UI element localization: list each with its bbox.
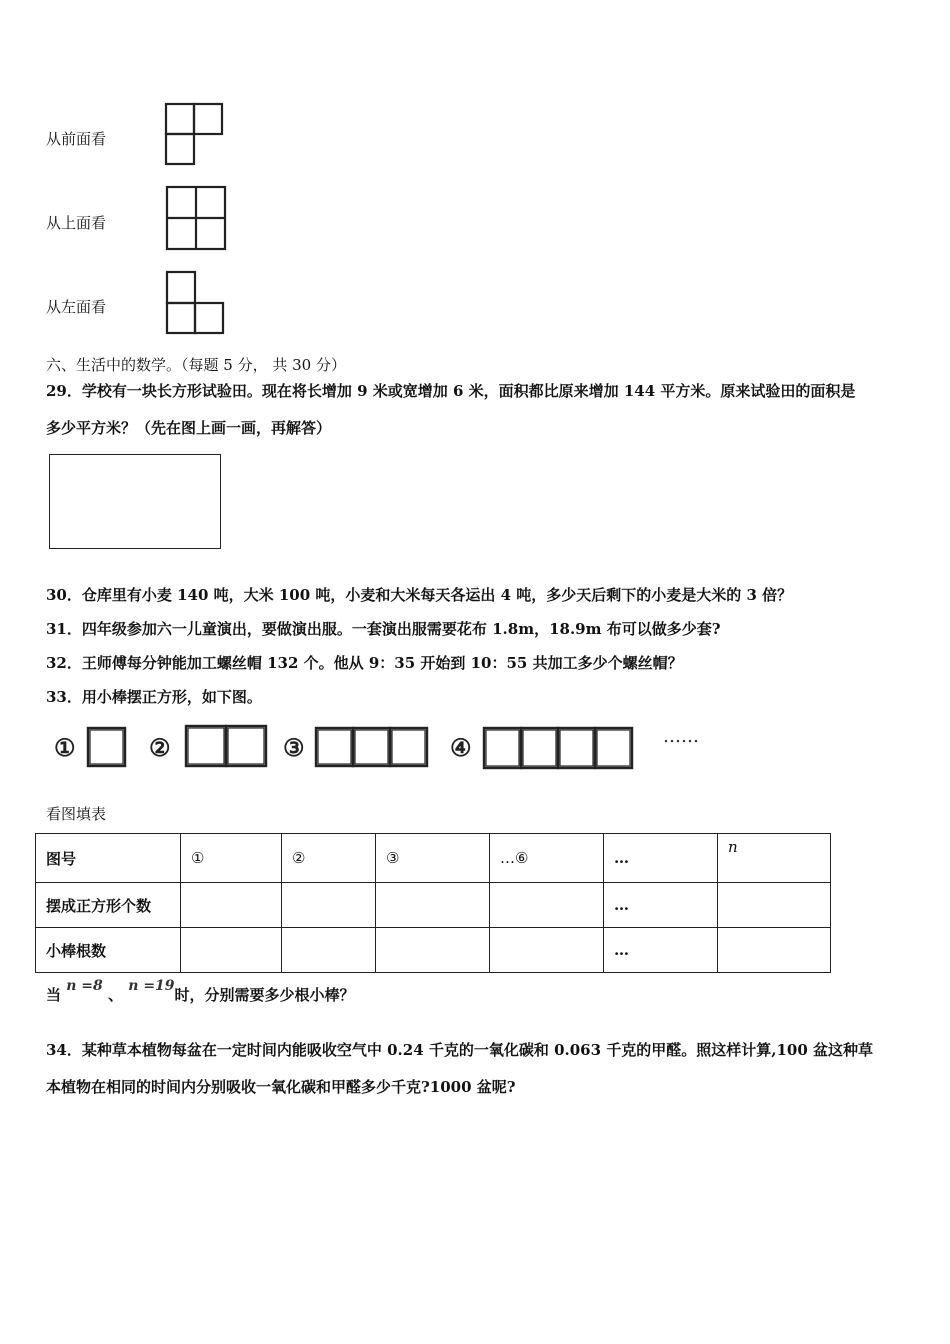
header-cell-ellipsis: … <box>604 834 718 883</box>
sequence-label-2: ② <box>149 733 171 762</box>
stick-square-sequence <box>52 716 732 776</box>
answer-cell[interactable] <box>376 883 490 928</box>
question-31: 31．四年级参加六一儿童演出，要做演出服。一套演出服需要花布 1.8m，18.9m 布可以做多少套? <box>46 620 721 638</box>
answer-cell[interactable] <box>282 928 376 973</box>
condition-n1: n =8 <box>66 978 103 994</box>
view-label-top: 从上面看 <box>46 214 107 232</box>
row-label-stick-count: 小棒根数 <box>36 928 181 973</box>
answer-cell[interactable] <box>490 928 604 973</box>
question-34-line2: 本植物在相同的时间内分别吸收一氧化碳和甲醛多少千克?1000 盆呢? <box>46 1078 516 1096</box>
condition-suffix: 时，分别需要多少根小棒？ <box>174 986 355 1004</box>
table-row <box>36 883 831 928</box>
left-view-figure <box>160 266 232 338</box>
answer-drawing-rectangle <box>49 454 221 549</box>
stick-figure-3 <box>316 728 427 766</box>
row-ellipsis: … <box>604 883 718 928</box>
fill-in-table <box>35 833 831 973</box>
sequence-ellipsis: …… <box>663 726 699 747</box>
question-33-title: 33．用小棒摆正方形，如下图。 <box>46 688 262 706</box>
table-row <box>36 928 831 973</box>
answer-cell[interactable] <box>718 928 831 973</box>
header-cell-1: ① <box>181 834 282 883</box>
header-cell-3: ③ <box>376 834 490 883</box>
row-label-square-count: 摆成正方形个数 <box>36 883 181 928</box>
sequence-label-3: ③ <box>283 733 305 762</box>
question-29-line1: 29．学校有一块长方形试验田。现在将长增加 9 米或宽增加 6 米，面积都比原来增加 144 平方米。原来试验田的面积是 <box>46 382 856 400</box>
answer-cell[interactable] <box>181 883 282 928</box>
header-cell-2: ② <box>282 834 376 883</box>
header-figure-number: 图号 <box>36 834 181 883</box>
answer-cell[interactable] <box>282 883 376 928</box>
answer-cell[interactable] <box>718 883 831 928</box>
view-label-left: 从左面看 <box>46 298 107 316</box>
answer-cell[interactable] <box>490 883 604 928</box>
condition-n2: n =19 <box>128 978 175 994</box>
answer-cell[interactable] <box>376 928 490 973</box>
table-header-row <box>36 834 831 883</box>
view-label-front: 从前面看 <box>46 130 107 148</box>
row-ellipsis: … <box>604 928 718 973</box>
section-header: 六、生活中的数学。（每题 5 分， 共 30 分） <box>46 356 346 374</box>
stick-figure-2 <box>186 726 266 766</box>
sequence-label-1: ① <box>54 733 76 762</box>
stick-figure-4 <box>484 728 632 768</box>
top-view-figure <box>160 182 232 254</box>
stick-figure-1 <box>88 728 125 766</box>
answer-cell[interactable] <box>181 928 282 973</box>
question-32: 32．王师傅每分钟能加工螺丝帽 132 个。他从 9：35 开始到 10：55 共加工多少个螺丝帽？ <box>46 654 683 672</box>
condition-separator: 、 <box>108 986 124 1004</box>
question-33-condition <box>46 978 355 1005</box>
question-34-line1: 34．某种草本植物每盆在一定时间内能吸收空气中 0.24 千克的一氧化碳和 0.063 千克的甲醛。照这样计算,100 盆这种草 <box>46 1041 874 1059</box>
condition-prefix: 当 <box>46 986 62 1004</box>
sequence-label-4: ④ <box>450 733 472 762</box>
header-cell-6: …⑥ <box>490 834 604 883</box>
question-30: 30．仓库里有小麦 140 吨，大米 100 吨，小麦和大米每天各运出 4 吨，多少天后剩下的小麦是大米的 3 倍？ <box>46 586 793 604</box>
front-view-figure <box>160 98 230 170</box>
table-title: 看图填表 <box>46 805 107 823</box>
question-29-line2: 多少平方米？（先在图上画一画，再解答） <box>46 419 332 437</box>
header-cell-n: n <box>718 834 831 883</box>
